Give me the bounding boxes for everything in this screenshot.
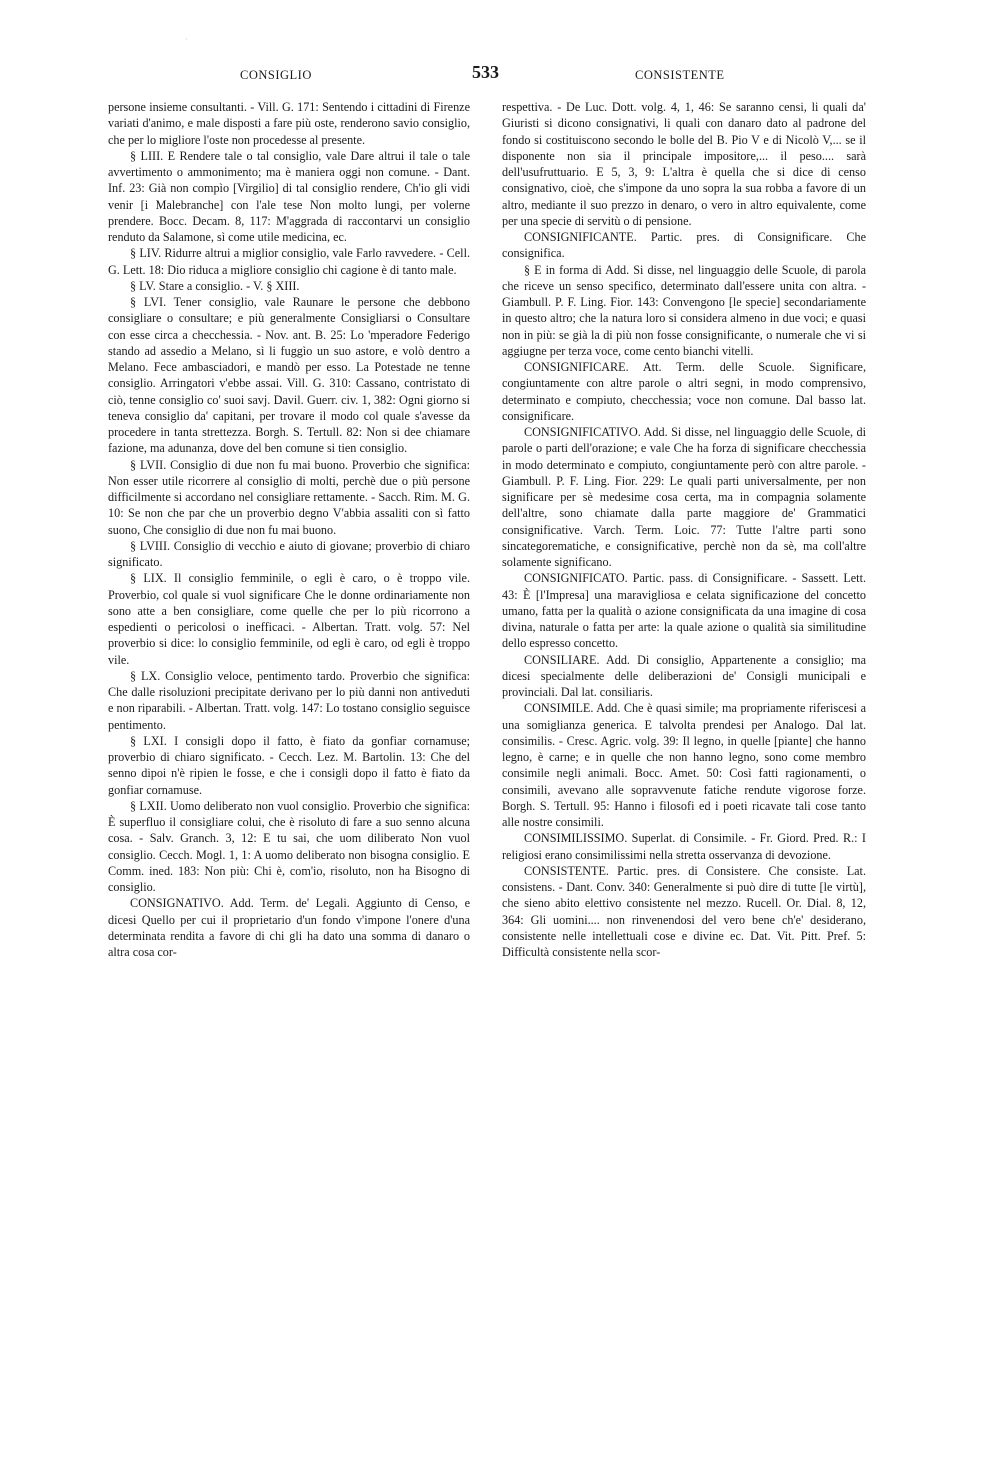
dictionary-entry: CONSIGNIFICATIVO. Add. Si disse, nel linguaggio delle Scuole, di parole o parti dell'orazione; e vale Che ha forza di significare checchessia in modo determinato e compiuto, congiuntamente però con altre parole. - Giambull. P. F. Ling. Fior. 229: Le quali parti universalmente, per non significare per sè medesime cosa certa, ma in compagnia solamente dell'altre, sono chiamate dalla parte maggiore de' Grammatici consignificative. Varch. Term. Loic. 77: Tutte l'altre parti sono sincategorematiche, e consignificative, perchè non da sè, ma coll'altre solamente significano. [502, 425, 866, 569]
dictionary-entry: CONSIGNIFICANTE. Partic. pres. di Consignificare. Che consignifica. [502, 230, 866, 261]
dictionary-entry: § LVI. Tener consiglio, vale Raunare le persone che debbono consigliare o consultare; e più generalmente Consigliarsi o Consultare con esse circa a checchessia. - Nov. ant. B. 25: Lo 'mperadore Federigo stando ad assedio a Melano, sì li fuggìo un suo astore, e volò dentro a Melano. Fece ambasciadori, e mandò per esso. La Potestade ne tenne consiglio. Arringatori v'ebbe assai. Vill. G. 310: Cassano, contristato di ciò, tenne consiglio co' suoi savj. Davil. Guerr. civ. 1, 382: Ogni giorno si teneva consiglio da' capitani, per trovare il modo col quale s'avesse da procedere in tanta strettezza. Borgh. S. Tertull. 82: Non si dee chiamare fazione, ma adunanza, dove del ben comune si tien consiglio. [108, 295, 470, 456]
dictionary-entry: § LVII. Consiglio di due non fu mai buono. Proverbio che significa: Non esser utile ricorrere al consiglio di molti, perchè due o più persone difficilmente si accordano nel consigliare rettamente. - Sacch. Rim. M. G. 10: Se non che par che un proverbio degno V'abbia assaliti con sì fatto suono, Che consiglio di due non fu mai buono. [108, 457, 470, 537]
dictionary-entry: § LIII. E Rendere tale o tal consiglio, vale Dare altrui il tale o tale avvertimento o ammonimento; ma è maniera oggi non comune. - Dant. Inf. 23: Già non compìo [Virgilio] di tal consiglio rendere, Ch'io gli vidi venir [i Malebranche] con l'ale tese Non molto lungi, per volerne prendere. Bocc. Decam. 8, 117: M'aggrada di raccontarvi un consiglio renduto da Salamone, sì come utile medicina, ec. [108, 148, 470, 244]
dictionary-entry: CONSIMILE. Add. Che è quasi simile; ma propriamente riferiscesi a una somiglianza generica. E talvolta prendesi per Analogo. Dal lat. consimilis. - Cresc. Agric. volg. 39: Il legno, in quelle [piante] che hanno legno, è carne; e in quelle che non hanno legno, sono come membro consimile negli animali. Bocc. Amet. 50: Così fatti ragionamenti, o consimili, avevano alle sopravvenute fatiche rendute vigorose forze. Borgh. S. Tertull. 95: Hanno i filosofi ed i poeti ricavate tali cose tanto alle nostre consimili. [502, 701, 866, 829]
dictionary-entry: § LX. Consiglio veloce, pentimento tardo. Proverbio che significa: Che dalle risoluzioni precipitate derivano per lo più danni non antiveduti e non riparabili. - Albertan. Tratt. volg. 147: Lo tostano consiglio seguisce pentimento. [108, 668, 470, 732]
dictionary-entry: § LXI. I consigli dopo il fatto, è fiato da gonfiar cornamuse; proverbio di chiaro significato. - Cecch. Lez. M. Bartolin. 13: Che del senno dipoi n'è ripien le fosse, e che i consigli dopo il fatto è fiato da gonfiar cornamuse. [108, 733, 470, 797]
dictionary-entry: respettiva. - De Luc. Dott. volg. 4, 1, 46: Se saranno censi, li quali da' Giuristi si dicono consignativi, li quali con danaro dato al padrone del fondo si costituiscono secondo le bolle del B. Pio V e di Nicolò V,... se il disponente non sia il principale impositore,... il peso.... sarà dell'usufruttuario. E 5, 3, 9: L'altra è quella che si dice di censo consignativo, cioè, che s'impone da uno sopra la sua robba a favore di un altro, mediante il suo prezzo in denaro, o vero in altro equivalente, come per una specie di servitù o di pensione. [502, 100, 866, 228]
dictionary-entry: § LV. Stare a consiglio. - V. § XIII. [130, 278, 300, 293]
dictionary-entry: CONSIGNATIVO. Add. Term. de' Legali. Aggiunto di Censo, e dicesi Quello per cui il proprietario d'un fondo v'impone l'onere d'una determinata rendita a favore di chi gli ha dato una somma di danaro o altra cosa cor- [108, 896, 470, 959]
left-column [108, 99, 470, 960]
header-left-word: CONSIGLIO [240, 68, 312, 82]
dictionary-entry: CONSIGNIFICATO. Partic. pass. di Consignificare. - Sassett. Lett. 43: È [l'Impresa] una maravigliosa e celata significazione del concetto umano, fatta per la qualità o azione consignificata da una imagine di cosa divina, naturale o fatta per arte: la quale azione o qualità sia similitudine dello espresso concetto. [502, 571, 866, 651]
dictionary-entry: CONSIMILISSIMO. Superlat. di Consimile. - Fr. Giord. Pred. R.: I religiosi erano consimilissimi nella stretta osservanza di devozione. [502, 831, 866, 862]
dictionary-entry: CONSISTENTE. Partic. pres. di Consistere. Che consiste. Lat. consistens. - Dant. Conv. 340: Generalmente si può dire di tutte [le virtù], che sieno abito elettivo consistente nel mezzo. Rucell. Or. Dial. 8, 12, 364: Gli uomini.... non rinvenendosi del vero bene ch'e' desiderano, consistente nelle intellettuali cose e divine ec. Dat. Vit. Pitt. Pref. 5: Difficultà consistente nella scor- [502, 863, 866, 959]
scan-speck: · [185, 35, 188, 44]
dictionary-entry: CONSIGNIFICARE. Att. Term. delle Scuole. Significare, congiuntamente con altre parole o altri segni, in modo comprensivo, determinato e compiuto, checchessia; voce non comune. Dal basso lat. consignificare. [502, 360, 866, 423]
page-number: 533 [472, 62, 499, 82]
dictionary-entry: § LIX. Il consiglio femminile, o egli è caro, o è troppo vile. Proverbio, col quale si vuol significare Che le donne ordinariamente non sono atte a ben consigliare, come quelle che per lo più ricorrono a espedienti o pericolosi o inefficaci. - Albertan. Tratt. volg. 57: Nel proverbio si dice: lo consiglio femminile, od egli è caro, od egli è troppo vile. [108, 571, 470, 667]
right-column [502, 99, 866, 960]
dictionary-entry: CONSILIARE. Add. Di consiglio, Appartenente a consiglio; ma dicesi specialmente delle deliberazioni de' Consigli municipali e provinciali. Dal lat. consiliaris. [502, 652, 866, 699]
header-right-word: CONSISTENTE [635, 68, 725, 82]
dictionary-entry: persone insieme consultanti. - Vill. G. 171: Sentendo i cittadini di Firenze variati d'animo, e male disposti a fare più oste, renderono savio consiglio, che per lo migliore l'oste non procedesse al presente. [108, 100, 470, 147]
dictionary-entry: § LVIII. Consiglio di vecchio e aiuto di giovane; proverbio di chiaro significato. [108, 538, 470, 569]
dictionary-entry: § E in forma di Add. Si disse, nel linguaggio delle Scuole, di parola che riceve un senso specifico, determinato dall'essere unita con altra. - Giambull. P. F. Ling. Fior. 143: Convengono [le specie] secondariamente in questo altro; che la natura loro si considera almeno in due voci; e quasi non in più: se già la di più non fosse consignificante, o numerale che vi si aggiugne per terza voce, come cento bianchi vitelli. [502, 262, 866, 358]
dictionary-entry: § LIV. Ridurre altrui a miglior consiglio, vale Farlo ravvedere. - Cell. G. Lett. 18: Dio riduca a migliore consiglio chi cagione è di tanto male. [108, 246, 470, 277]
running-header [0, 62, 992, 86]
dictionary-entry: § LXII. Uomo deliberato non vuol consiglio. Proverbio che significa: È superfluo il consigliare colui, che è risoluto di fare a suo senno alcuna cosa. - Salv. Granch. 3, 12: E tu sai, che uom diliberato Non vuol consiglio. Cecch. Mogl. 1, 1: A uomo deliberato non bisogna consiglio. E Comm. ined. 183: Non più: Chi è, com'io, risoluto, non ha Bisogno di consiglio. [108, 798, 470, 894]
